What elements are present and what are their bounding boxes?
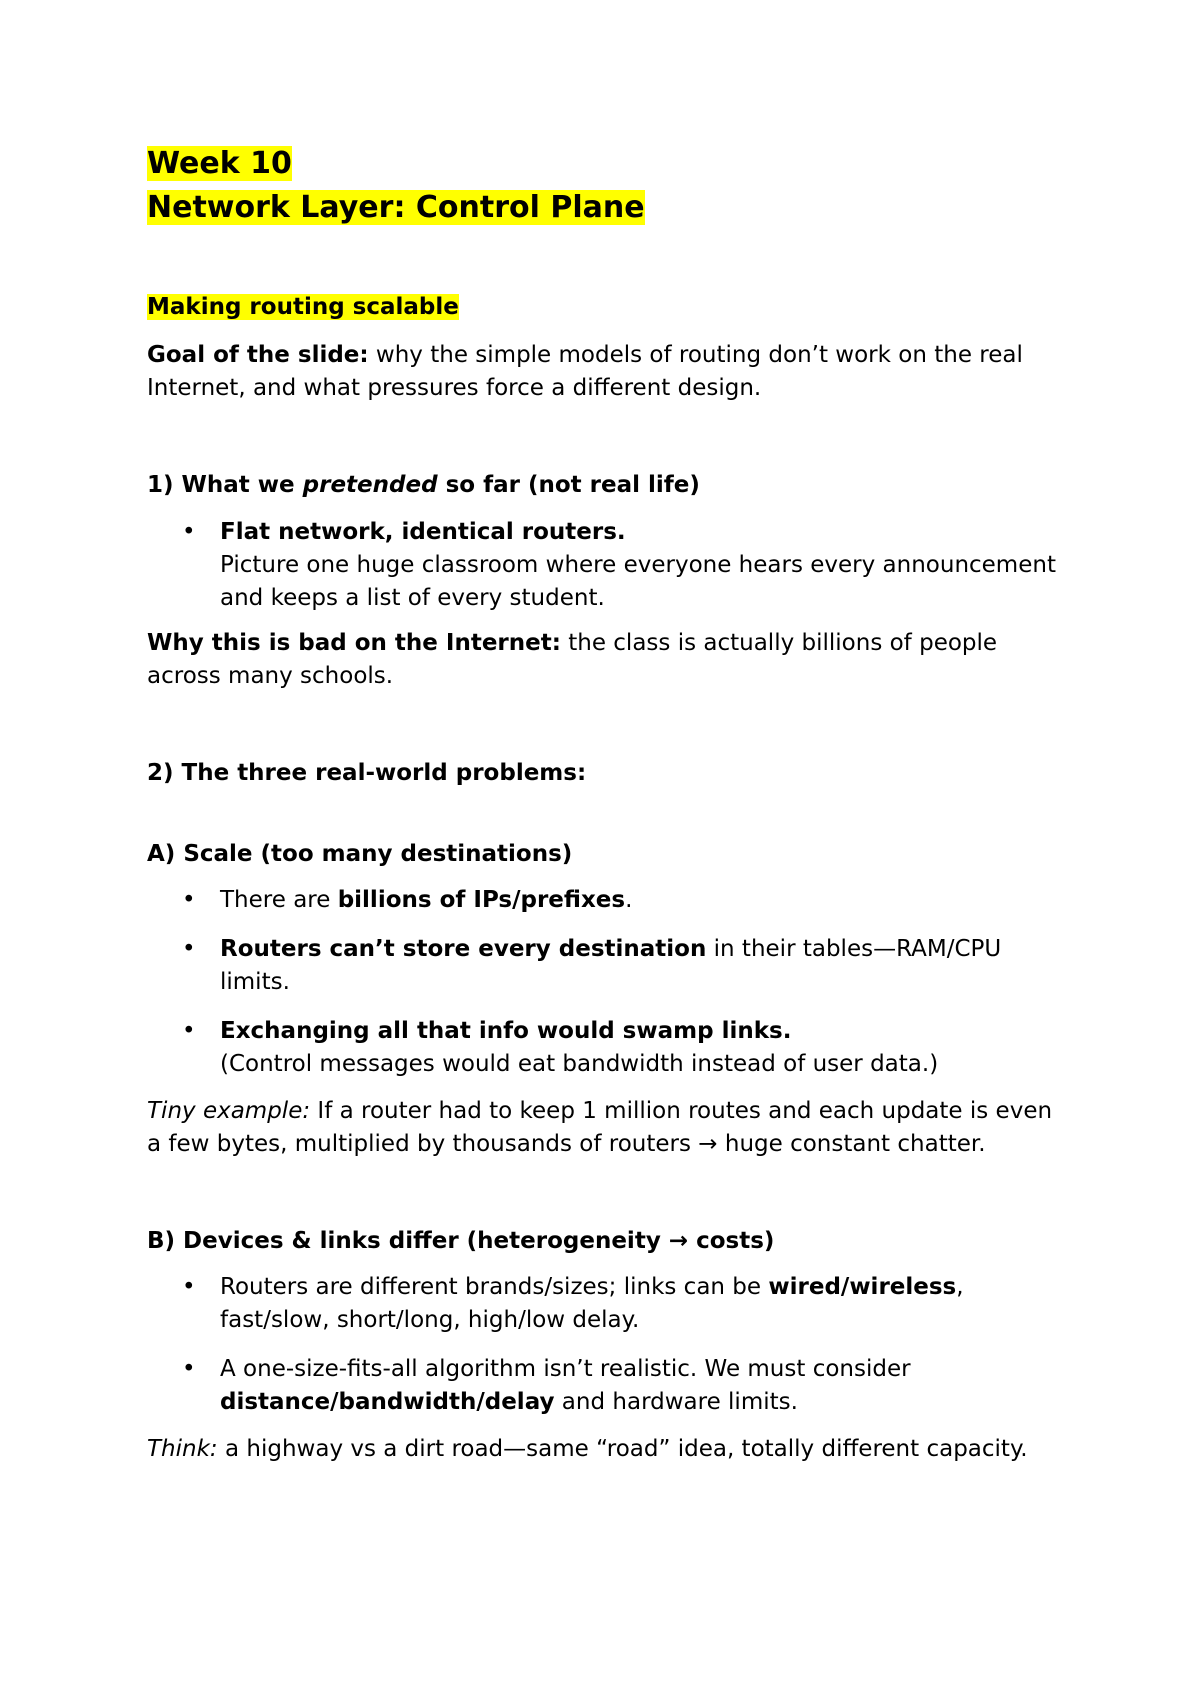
bullet-icon: • — [182, 1018, 196, 1044]
bullet-icon: • — [182, 936, 196, 962]
list-item: • Exchanging all that info would swamp links. (Control messages would eat bandwidth instead of user data.) — [147, 1015, 1067, 1081]
think-paragraph: Think: a highway vs a dirt road—same “road” idea, totally different capacity. — [147, 1436, 1028, 1462]
bullet-icon: • — [182, 1274, 196, 1300]
list-item: • Flat network, identical routers. Picture one huge classroom where everyone hears every announcement and keeps a list of every student. — [147, 516, 1067, 615]
why-paragraph: Why this is bad on the Internet: the class is actually billions of people across many schools. — [147, 630, 998, 689]
bullet-icon: • — [182, 519, 196, 545]
list-item: • A one-size-fits-all algorithm isn’t realistic. We must consider distance/bandwidth/delay and hardware limits. — [147, 1353, 1067, 1419]
partB-bullet-list — [147, 1271, 1067, 1419]
example-paragraph: Tiny example: If a router had to keep 1 million routes and each update is even a few bytes, multiplied by thousands of routers → huge constant chatter. — [147, 1098, 1053, 1157]
week-title: Week 10 — [147, 146, 292, 181]
part2-heading: 2) The three real-world problems: — [147, 760, 587, 786]
list-item: • Routers can’t store every destination in their tables—RAM/CPU limits. — [147, 933, 1067, 999]
bullet-icon: • — [182, 887, 196, 913]
list-item: • There are billions of IPs/prefixes. — [147, 884, 1067, 917]
document-body — [147, 142, 1067, 1466]
partB-heading: B) Devices & links differ (heterogeneity → costs) — [147, 1228, 775, 1254]
partA-heading: A) Scale (too many destinations) — [147, 841, 573, 867]
goal-paragraph: Goal of the slide: why the simple models of routing don’t work on the real Internet, and what pressures force a different design. — [147, 342, 1023, 401]
partA-bullet-list — [147, 884, 1067, 1081]
part1-bullet-list — [147, 516, 1067, 615]
bullet-icon: • — [182, 1356, 196, 1382]
main-title: Network Layer: Control Plane — [147, 190, 645, 225]
section-heading: Making routing scalable — [147, 294, 459, 320]
part1-heading: 1) What we pretended so far (not real life) — [147, 472, 700, 498]
list-item: • Routers are different brands/sizes; links can be wired/wireless, fast/slow, short/long, high/low delay. — [147, 1271, 1067, 1337]
